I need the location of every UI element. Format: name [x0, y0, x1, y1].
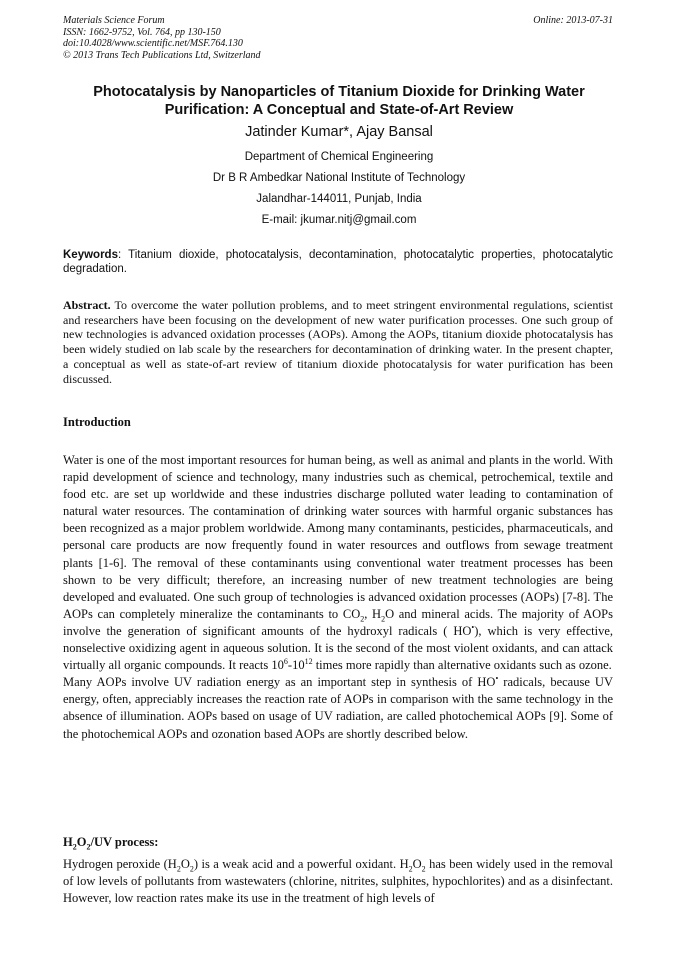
- title-line-1: Photocatalysis by Nanoparticles of Titanium Dioxide for Drinking Water: [93, 84, 585, 100]
- authors: Jatinder Kumar*, Ajay Bansal: [245, 124, 433, 140]
- affiliation-city: Jalandhar-144011, Punjab, India: [256, 193, 422, 205]
- keywords-label: Keywords: [63, 249, 118, 261]
- text-run: /UV process:: [90, 835, 159, 849]
- text-run: Hydrogen peroxide (H: [63, 857, 177, 871]
- introduction-heading: Introduction: [63, 415, 131, 429]
- affiliation-institute: Dr B R Ambedkar National Institute of Technology: [212, 172, 466, 184]
- paper-title: [55, 83, 623, 119]
- superscript: 12: [304, 656, 313, 666]
- title-line-2: Purification: A Conceptual and State-of-Art Review: [164, 102, 514, 118]
- text-run: O: [180, 857, 190, 871]
- issn-line: ISSN: 1662-9752, Vol. 764, pp 130-150: [63, 26, 221, 38]
- text-run: has been widely used in the removal of low levels of pollutants from wastewaters (chlorine, nitrites, sulphites, hypochlorites) and as a disinfectant. However, low reaction rates make its use in the treatment of high levels of: [63, 857, 613, 906]
- introduction-body: [63, 452, 613, 743]
- subscript: 2: [421, 864, 426, 874]
- introduction-paragraph-1: [63, 452, 613, 674]
- text-run: times more rapidly than alternative oxidants such as ozone.: [312, 658, 612, 673]
- h2o2-uv-paragraph: [63, 856, 613, 907]
- subscript: 2: [86, 842, 91, 852]
- text-run: radicals, because UV energy, often, appreciably increases the reaction rate of AOPs in comparison with the same technology in the absence of illumination. AOPs based on usage of UV radiation, are called photochemical AOPs [9]. Some of the photochemical AOPs and ozonation based AOPs are shortly described below.: [63, 675, 613, 741]
- text-run: ) is a weak acid and a powerful oxidant. H: [193, 857, 409, 871]
- keywords: [63, 248, 613, 276]
- affiliation-email: E-mail: jkumar.nitj@gmail.com: [261, 214, 417, 226]
- copyright-line: © 2013 Trans Tech Publications Ltd, Switzerland: [63, 49, 261, 61]
- text-run: ), which is very effective, nonselective oxidizing agent in aqueous solution. It is the second of the most violent oxidants, and can attack virtually all organic compounds. It reacts 10: [63, 623, 613, 673]
- running-header: [63, 15, 613, 61]
- h2o2-uv-heading: [63, 835, 158, 850]
- text-run: O: [76, 835, 87, 849]
- subscript: 2: [189, 864, 194, 874]
- journal-name: Materials Science Forum: [63, 15, 165, 26]
- online-date: Online: 2013-07-31: [533, 15, 613, 26]
- h2o2-uv-body: [63, 856, 613, 907]
- keywords-text: : Titanium dioxide, photocatalysis, decontamination, photocatalytic properties, photocatalytic degradation.: [63, 249, 613, 275]
- text-run: , H: [364, 606, 382, 621]
- text-run: Many AOPs involve UV radiation energy as an important step in synthesis of HO: [63, 675, 496, 690]
- subscript: 2: [176, 864, 181, 874]
- text-run: Water is one of the most important resources for human being, as well as animal and plants in the world. With rapid development of science and technology, many industries such as chemical, petrochemical, textile and food etc. are set up worldwide and these industries discharge polluted water leading to contamination of natural water resources. The contamination of drinking water sources with harmful organic substances has been recognized as a major problem worldwide. Among many contaminants, pesticides, pharmaceuticals, and personal care products are now frequently found in water resources and outflows from sewage treatment plants [1-6]. The removal of these contaminants using conventional water treatment processes has been shown to be very difficult; therefore, an increasing number of new treatment technologies are being developed and evaluated. One such group of technologies is advanced oxidation processes (AOPs) [7-8]. The AOPs can completely mineralize the contaminants to CO: [63, 453, 613, 621]
- subscript: 2: [360, 614, 365, 624]
- subscript: 2: [408, 864, 413, 874]
- introduction-paragraph-2: [63, 674, 613, 742]
- subscript: 2: [72, 842, 77, 852]
- text-run: O: [412, 857, 422, 871]
- text-run: -10: [287, 658, 305, 673]
- subscript: 2: [381, 614, 386, 624]
- abstract-text: To overcome the water pollution problems, and to meet stringent environmental regulations, scientist and researchers have been focusing on the development of new water purification processes. One such group of new technologies is advanced oxidation processes (AOPs). Among the AOPs, titanium dioxide photocatalysis has been widely studied on lab scale by the researchers for decontamination of drinking water. In the present chapter, a conceptual as well as state-of-art review of titanium dioxide photocatalysis for water purification has been discussed.: [63, 298, 613, 386]
- superscript: •: [495, 674, 499, 684]
- superscript: 6: [283, 656, 288, 666]
- text-run: H: [63, 835, 73, 849]
- doi-line: doi:10.4028/www.scientific.net/MSF.764.130: [63, 38, 243, 49]
- superscript: •: [471, 622, 475, 632]
- affiliation-department: Department of Chemical Engineering: [244, 151, 434, 163]
- abstract-label: Abstract.: [63, 298, 111, 312]
- abstract: [63, 298, 613, 386]
- text-run: O and mineral acids. The majority of AOPs involve the generation of significant amounts of the hydroxyl radicals ( HO: [63, 606, 613, 638]
